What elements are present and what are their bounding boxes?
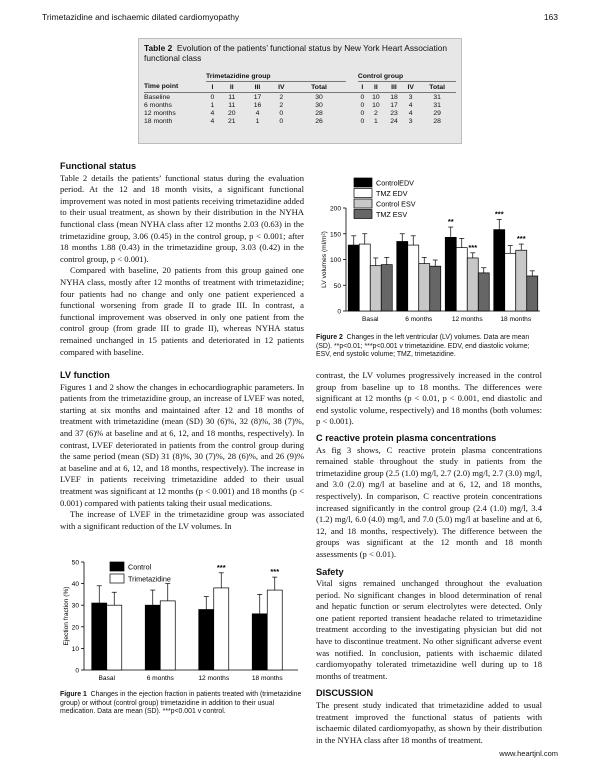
y-axis-label: Ejection fraction (%): [63, 586, 70, 646]
y-tick-label: 0: [75, 667, 79, 675]
legend-label: Control: [128, 562, 152, 572]
x-tick-label: 6 months: [405, 316, 433, 323]
table-cell: 2: [279, 93, 284, 101]
figure-1-chart: [60, 556, 306, 688]
bar: [348, 245, 359, 311]
table-cell: Baseline: [144, 93, 171, 101]
y-tick-label: 200: [329, 205, 341, 213]
footer-url[interactable]: www.heartjnl.com: [499, 749, 558, 758]
group-header-tmz: Trimetazidine group: [206, 71, 346, 82]
bar: [160, 601, 175, 670]
significance-marker: **: [447, 217, 454, 227]
y-tick-label: 30: [71, 602, 79, 610]
y-tick-label: 10: [71, 645, 79, 653]
bar: [252, 614, 267, 670]
table-cell: 0: [279, 118, 284, 126]
bar: [145, 605, 160, 670]
paragraph: As fig 3 shows, C reactive protein plasma concentrations remained stable throughout the study in patients from the trimetazidine group (2.5 (1.0) mg/l, 2.7 (2.0) mg/l, 2.7 (3.0) mg/l, and 3.0 (2.0) mg/l at baseline and at 6, 12, and 18 months, respectively). In comparison, C reactive protein concentrations increased significantly in the control group (2.4 (1.0) mg/l, 3.4 (1.2) mg/l, 6.0 (4.0) mg/l, and 7.0 (5.0) mg/l at baseline and at 6, 12, and 18 months, respectively). The difference between the groups was significant at the 12 month and 18 month assessments (p < 0.01).: [316, 444, 542, 559]
left-column-top: [60, 161, 304, 358]
significance-marker: ***: [468, 242, 478, 252]
table-row: [144, 101, 456, 109]
significance-marker: ***: [494, 209, 504, 219]
table-2: [138, 38, 462, 144]
bar: [445, 237, 456, 311]
table-cell: 10: [372, 93, 380, 101]
table-cell: 12 months: [144, 109, 176, 117]
table-cell: 0: [360, 109, 365, 117]
y-tick-label: 150: [329, 231, 341, 239]
bar: [381, 265, 392, 311]
paragraph: Table 2 details the patients’ functional status during the evaluation period. At the 12 and 18 month visits, a significant functional improvement was noted in most patients receiving trimetazidine added to their usual treatment, as shown by their distribution in the NYHA functional class (mean NYHA class after 12 months 2.03 (0.63) in the trimetazidine group, 3.06 (0.45) in the control group, p < 0.001; after 18 months 1.88 (0.43) in the trimetazidine group, 3.03 (0.42) in the control group, p < 0.001).: [60, 172, 304, 264]
table-cell: 0: [210, 93, 215, 101]
x-tick-label: Basal: [98, 675, 115, 682]
table-row: [144, 109, 456, 117]
bar: [408, 245, 419, 311]
figure-2-chart: [316, 172, 542, 326]
legend-swatch: [354, 178, 372, 187]
legend-swatch: [354, 210, 372, 219]
bar: [456, 248, 467, 311]
table-cell: 16: [253, 101, 262, 109]
figure-1-label: Figure 1: [60, 691, 87, 698]
column-header: IV: [407, 83, 414, 91]
table-cell: 0: [360, 118, 365, 126]
column-header: II: [229, 83, 234, 91]
table-header-row: [144, 82, 456, 93]
figure-1-text: Changes in the ejection fraction in patients treated with (trimetazidine group) or without (control group) trimetazidine in addition to their usual medication. Data are mean (SD). ***p<0.001 v control.: [60, 691, 302, 716]
x-tick-label: 12 months: [451, 316, 483, 323]
legend-swatch: [354, 199, 372, 208]
legend-swatch: [110, 574, 124, 583]
heading-safety: Safety: [316, 566, 344, 577]
table-cell: 31: [433, 93, 441, 101]
table-cell: 17: [390, 101, 398, 109]
legend-label: TMZ EDV: [376, 189, 408, 198]
significance-marker: ***: [516, 234, 526, 244]
bar: [214, 588, 229, 670]
column-header: Time point: [144, 83, 179, 91]
bar: [478, 273, 489, 311]
table-cell: 1: [255, 118, 260, 126]
legend-swatch: [354, 189, 372, 198]
table-cell: 28: [433, 118, 441, 126]
legend-label: ControlEDV: [376, 178, 414, 188]
bar: [419, 264, 430, 311]
table-cell: 4: [255, 109, 260, 117]
bar: [467, 258, 478, 311]
legend-label: Trimetazidine: [128, 574, 171, 584]
column-header: I: [211, 83, 214, 91]
table-cell: 18 month: [144, 118, 173, 126]
bar: [527, 276, 538, 311]
column-header: I: [361, 83, 364, 91]
table-cell: 4: [408, 109, 413, 117]
table-cell: 20: [227, 109, 236, 117]
figure-1-caption: [60, 691, 306, 717]
table-cell: 11: [228, 101, 236, 109]
table-cell: 3: [408, 93, 413, 101]
table-cell: 3: [408, 118, 413, 126]
table-cell: 11: [228, 93, 236, 101]
bar: [267, 590, 282, 670]
column-header: III: [391, 83, 397, 91]
paragraph: contrast, the LV volumes progressively increased in the control group from baseline up to 18 months. The differences were significant at 12 months (p < 0.01, p < 0.001, end diastolic and end systolic volume, respectively) and 18 months (both volumes: p < 0.001).: [316, 370, 542, 427]
y-tick-label: 0: [337, 308, 341, 316]
figure-2-label: Figure 2: [316, 334, 343, 341]
table-label: Table 2: [144, 43, 173, 53]
table-cell: 1: [210, 101, 215, 109]
column-header: III: [254, 83, 261, 91]
heading-functional-status: Functional status: [60, 161, 137, 171]
table-cell: 23: [390, 109, 398, 117]
legend-label: TMZ ESV: [376, 210, 408, 219]
bar: [505, 253, 516, 311]
table-cell: 21: [227, 118, 236, 126]
table-title: Evolution of the patients’ functional status by New York Heart Association functional class: [144, 43, 448, 63]
figure-2-text: Changes in the left ventricular (LV) volumes. Data are mean (SD). **p<0.01; ***p<0.001 v trimetazidine. EDV, end diastolic volume; ESV, end systolic volume; TMZ, trimetazidine.: [316, 334, 530, 359]
bar: [397, 241, 408, 311]
x-tick-label: 18 months: [251, 675, 283, 682]
column-header: II: [374, 83, 378, 91]
figure-2-caption: [316, 334, 542, 360]
paragraph: The present study indicated that trimetazidine added to usual treatment improved the functional status of patients with ischaemic dilated cardiomyopathy, as shown by their distribution in the NYHA class after 18 months of treatment.: [316, 700, 542, 745]
column-header: IV: [278, 83, 285, 91]
paragraph: Compared with baseline, 20 patients from this group gained one NYHA class, mostly after 12 months of treatment with trimetazidine; four patients had no change and only one patient experienced a functional worsening from grade II to grade III. In contrast, a functional improvement was observed in only one patient from the control group (from grade III to grade II), whereas NYHA status remained unchanged in 15 patients and deteriorated in 12 patients compared with baseline.: [60, 265, 304, 357]
y-tick-label: 20: [71, 624, 79, 632]
running-title: Trimetazidine and ischaemic dilated cardiomyopathy: [42, 12, 240, 22]
table-cell: 30: [315, 101, 323, 109]
table-cell: 31: [433, 101, 441, 109]
bar: [370, 266, 381, 311]
nyha-table: [144, 71, 456, 126]
heading-crp: C reactive protein plasma concentrations: [316, 432, 497, 443]
column-header: Total: [429, 83, 446, 91]
table-cell: 30: [315, 93, 323, 101]
group-header-control: Control group: [358, 71, 456, 82]
table-cell: 0: [360, 93, 365, 101]
y-tick-label: 100: [329, 257, 341, 264]
bar: [359, 244, 370, 311]
x-tick-label: 12 months: [198, 675, 230, 682]
heading-lv-function: LV function: [60, 370, 110, 380]
table-cell: 24: [390, 118, 398, 126]
table-cell: 6 months: [144, 101, 172, 109]
paragraph: Vital signs remained unchanged throughout the evaluation period. No significant changes in blood determination of renal and hepatic function or serum electrolytes were detected. Only one patient reported transient headache related to trimetazidine treatment according to the investigating physician but did not have to discontinue treatment. No other significant adverse event was notified. In conclusion, patients with ischaemic dilated cardiomyopathy tolerated trimetazidine well during up to 18 months of treatment.: [316, 578, 542, 681]
y-tick-label: 50: [71, 559, 79, 567]
paragraph: The increase of LVEF in the trimetazidine group was associated with a significant reduction of the LV volumes. In: [60, 509, 304, 531]
table-cell: 4: [210, 118, 215, 126]
significance-marker: ***: [270, 567, 280, 577]
table-cell: 18: [390, 93, 398, 101]
table-cell: 2: [374, 109, 378, 117]
bar: [430, 266, 441, 311]
right-column: [316, 370, 542, 746]
significance-marker: ***: [216, 562, 226, 572]
x-tick-label: 18 months: [500, 316, 532, 323]
x-tick-label: Basal: [362, 316, 379, 323]
table-cell: 17: [253, 93, 262, 101]
bar: [107, 605, 122, 670]
table-row: [144, 118, 456, 126]
table-row: [144, 93, 456, 102]
table-cell: 29: [433, 109, 441, 117]
bar: [199, 610, 214, 670]
table-cell: 26: [315, 118, 323, 126]
table-cell: 0: [360, 101, 365, 109]
table-cell: 4: [408, 101, 413, 109]
legend-label: Control ESV: [376, 199, 416, 209]
table-cell: 2: [279, 101, 284, 109]
y-tick-label: 40: [71, 581, 79, 589]
bar: [494, 230, 505, 311]
bar: [516, 250, 527, 311]
bar: [92, 603, 107, 670]
table-cell: 1: [374, 118, 378, 126]
table-cell: 4: [210, 109, 215, 117]
table-cell: 0: [279, 109, 284, 117]
table-caption: [144, 43, 454, 63]
y-axis-label: LV volumes (ml/m²): [321, 231, 328, 288]
left-column-lv: [60, 370, 304, 532]
column-header: Total: [311, 83, 327, 91]
x-tick-label: 6 months: [146, 675, 174, 682]
table-body: [144, 93, 456, 126]
table-cell: 10: [372, 101, 380, 109]
y-tick-label: 50: [333, 282, 341, 290]
table-cell: 28: [315, 109, 323, 117]
paragraph: Figures 1 and 2 show the changes in echocardiographic parameters. In patients from the trimetazidine group, an increase of LVEF was noted, starting at six months and maintained after 12 and 18 months of treatment with trimetazidine (mean (SD) 30 (6)%, 32 (8)%, 38 (7)%, and 37 (6)% at baseline and at 6, 12, and 18 months, respectively). In contrast, LVEF deteriorated in patients from the control group during the same period (mean (SD) 31 (8)%, 30 (7)%, 28 (6)%, and 26 (9)% at baseline and at 6, 12, and 18 months, respectively). The increase in LVEF in patients receiving trimetazidine added to their usual treatment was significant at 12 months (p < 0.001) and 18 months (p < 0.001) compared with patients taking their usual medications.: [60, 381, 304, 508]
heading-discussion: DISCUSSION: [316, 688, 374, 699]
legend-swatch: [110, 562, 124, 571]
page-number: 163: [543, 12, 558, 22]
